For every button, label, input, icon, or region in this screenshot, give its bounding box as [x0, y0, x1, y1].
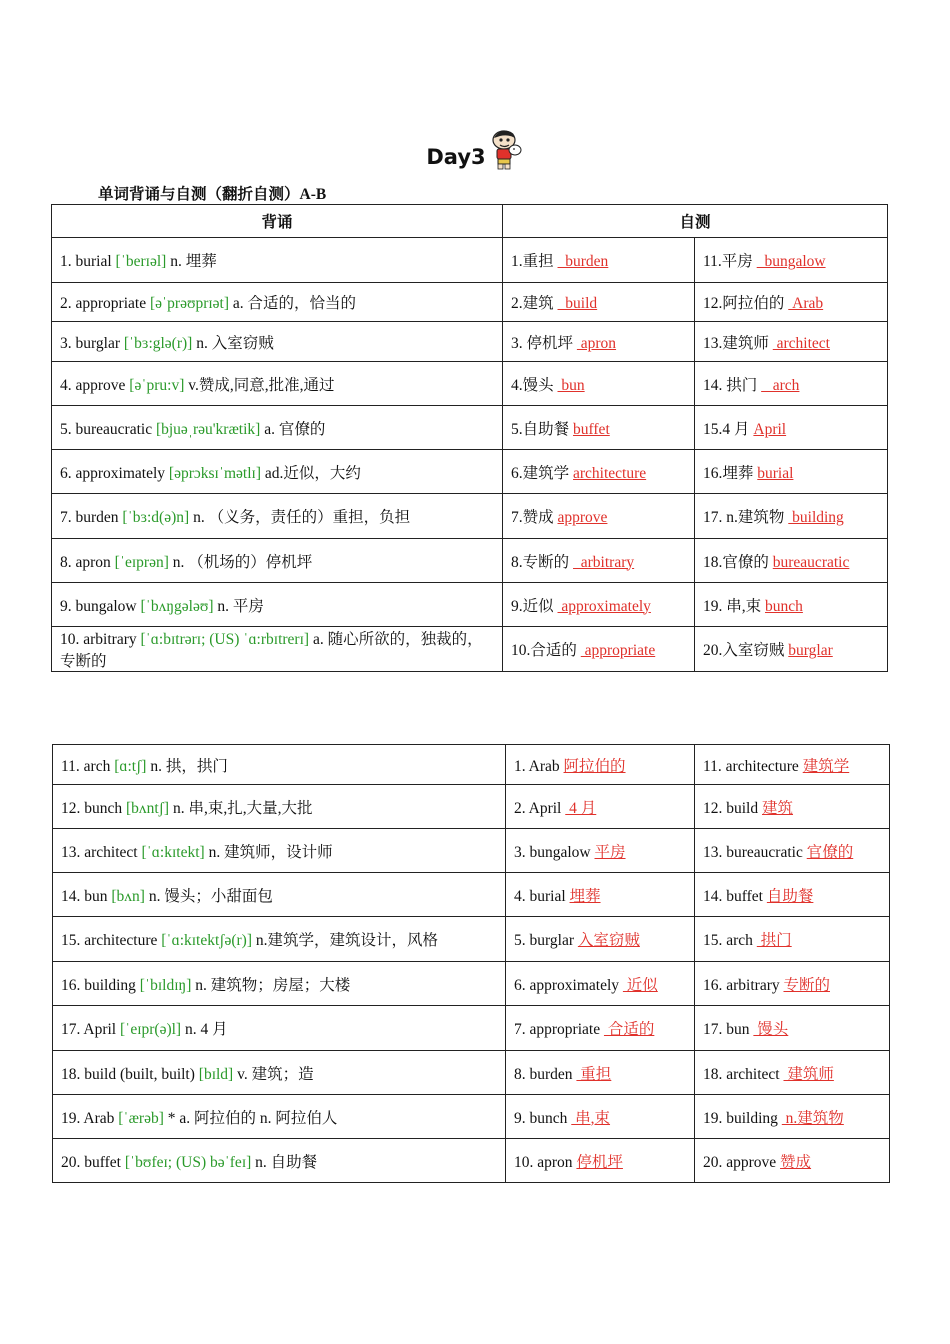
recite-cell	[52, 539, 503, 583]
word: 7. burden	[60, 509, 119, 526]
definition: a. 官僚的	[264, 420, 326, 438]
table-row	[52, 627, 888, 672]
answer: buffet	[573, 420, 610, 438]
phonetic: [əˈpru:v]	[129, 376, 185, 394]
phonetic: [ˈærəb]	[118, 1109, 164, 1127]
answer: 建筑学	[802, 757, 850, 775]
selftest-cell-right	[695, 745, 890, 785]
answer: bureaucratic	[772, 553, 850, 571]
recite-cell	[52, 322, 503, 362]
definition: * a. 阿拉伯的 n. 阿拉伯人	[167, 1109, 338, 1127]
table-row	[52, 283, 888, 322]
question: 7.赞成	[511, 509, 554, 526]
table-row	[53, 1139, 890, 1183]
selftest-cell-right	[695, 873, 890, 917]
table-row	[53, 873, 890, 917]
answer: arbitrary	[573, 553, 635, 571]
question: 1. Arab	[514, 757, 560, 775]
answer: burden	[557, 253, 609, 270]
question: 3. 停机坪	[511, 334, 574, 352]
question: 4. burial	[514, 887, 566, 905]
question: 13.建筑师	[703, 334, 769, 352]
selftest-cell-right	[695, 283, 888, 322]
definition: v.赞成,同意,批准,通过	[188, 376, 335, 394]
answer: approve	[557, 509, 608, 526]
page-title	[0, 128, 950, 175]
header-selftest: 自测	[503, 205, 888, 238]
selftest-cell-right	[695, 362, 888, 406]
definition: n.建筑学，建筑设计，风格	[255, 932, 439, 949]
answer: approximately	[557, 597, 651, 615]
definition: n. 拱，拱门	[150, 757, 228, 775]
answer: appropriate	[580, 642, 656, 659]
question: 15. arch	[703, 932, 753, 949]
word: 18. build (built, built)	[61, 1065, 195, 1083]
table-row	[52, 406, 888, 450]
question: 15.4 月	[703, 420, 750, 438]
recite-cell	[53, 1051, 506, 1095]
recite-cell	[53, 917, 506, 962]
selftest-cell-left	[506, 785, 695, 829]
table-row	[53, 1051, 890, 1095]
question: 8. burden	[514, 1065, 573, 1083]
phonetic: [əˈprəʊprɪət]	[149, 295, 230, 312]
selftest-cell-left	[506, 962, 695, 1006]
question: 18. architect	[703, 1065, 780, 1083]
table-row	[53, 829, 890, 873]
selftest-cell-left	[503, 583, 695, 627]
recite-cell	[53, 1139, 506, 1183]
definition: n. （机场的）停机坪	[172, 553, 313, 571]
recite-cell	[52, 362, 503, 406]
answer: burial	[757, 464, 794, 482]
question: 11.平房	[703, 253, 753, 270]
answer: 赞成	[780, 1153, 812, 1171]
answer: build	[557, 295, 598, 312]
question: 10.合适的	[511, 642, 577, 659]
answer: architect	[772, 334, 830, 352]
selftest-cell-left	[503, 238, 695, 283]
recite-cell	[53, 1006, 506, 1051]
table-row	[53, 1095, 890, 1139]
phonetic: [ˈeɪpr(ə)l]	[120, 1021, 182, 1038]
definition: n. （义务，责任的）重担，负担	[193, 509, 411, 526]
answer: 埋葬	[569, 887, 601, 905]
selftest-cell-left	[503, 627, 695, 672]
question: 11. architecture	[703, 757, 799, 775]
answer: 专断的	[783, 976, 830, 994]
question: 12.阿拉伯的	[703, 295, 785, 312]
recite-cell	[52, 450, 503, 494]
phonetic: [ˈbʌŋgələʊ]	[140, 597, 214, 615]
word: 20. buffet	[61, 1153, 121, 1171]
table-row	[53, 1006, 890, 1051]
definition: n. 建筑师，设计师	[208, 843, 333, 861]
word: 8. apron	[60, 553, 111, 571]
question: 10. apron	[514, 1153, 573, 1171]
definition: a. 随心所欲的，独裁的，专断的	[60, 631, 483, 670]
question: 14. 拱门	[703, 376, 758, 394]
phonetic: [ˈbʊfeɪ; (US) bəˈfeɪ]	[124, 1153, 252, 1171]
definition: n. 埋葬	[170, 253, 217, 270]
header-recite: 背诵	[52, 205, 503, 238]
word: 6. approximately	[60, 464, 166, 482]
answer: 近似	[622, 976, 658, 994]
recite-cell	[52, 494, 503, 539]
phonetic: [ˈɑ:kɪtekt]	[141, 843, 205, 861]
answer: 建筑	[762, 799, 794, 817]
question: 5. burglar	[514, 932, 574, 949]
question: 12. build	[703, 799, 759, 817]
question: 6.建筑学	[511, 464, 570, 482]
question: 19. 串,束	[703, 597, 762, 615]
answer: 拱门	[756, 932, 792, 949]
selftest-cell-right	[695, 1095, 890, 1139]
phonetic: [ˈeɪprən]	[114, 553, 169, 571]
selftest-cell-right	[695, 322, 888, 362]
question: 16.埋葬	[703, 464, 754, 482]
recite-cell	[52, 583, 503, 627]
answer: April	[753, 420, 787, 438]
word: 16. building	[61, 976, 136, 994]
table-row	[52, 322, 888, 362]
definition: n. 馒头；小甜面包	[148, 887, 273, 905]
recite-cell	[53, 873, 506, 917]
question: 5.自助餐	[511, 420, 570, 438]
phonetic: [ˈbɜ:d(ə)n]	[122, 509, 190, 526]
recite-cell	[52, 627, 503, 672]
word: 11. arch	[61, 757, 111, 775]
selftest-cell-right	[695, 829, 890, 873]
selftest-cell-right	[695, 539, 888, 583]
selftest-cell-left	[506, 1095, 695, 1139]
selftest-cell-left	[506, 917, 695, 962]
phonetic: [ˈberɪəl]	[115, 253, 167, 270]
answer: arch	[761, 376, 800, 394]
selftest-cell-right	[695, 917, 890, 962]
question: 3. bungalow	[514, 843, 591, 861]
selftest-cell-right	[695, 1006, 890, 1051]
answer: 阿拉伯的	[563, 757, 626, 775]
answer: 馒头	[753, 1021, 789, 1038]
section-subtitle: 单词背诵与自测（翻折自测）A-B	[98, 186, 327, 203]
recite-cell	[53, 785, 506, 829]
word: 15. architecture	[61, 932, 158, 949]
question: 14. buffet	[703, 887, 763, 905]
answer: 4 月	[565, 799, 597, 817]
answer: 合适的	[603, 1021, 655, 1038]
question: 7. appropriate	[514, 1021, 601, 1038]
definition: n. 入室窃贼	[196, 334, 274, 352]
selftest-cell-right	[695, 785, 890, 829]
selftest-cell-right	[695, 494, 888, 539]
table-row	[53, 745, 890, 785]
word: 4. approve	[60, 376, 126, 394]
cartoon-mascot-icon	[488, 128, 524, 175]
selftest-cell-left	[506, 1139, 695, 1183]
question: 2.建筑	[511, 295, 554, 312]
word: 1. burial	[60, 253, 112, 270]
question: 9.近似	[511, 597, 554, 615]
answer: building	[788, 509, 844, 526]
definition: n. 自助餐	[255, 1153, 318, 1171]
answer: bungalow	[756, 253, 826, 270]
recite-cell	[52, 406, 503, 450]
table-row	[52, 450, 888, 494]
question: 6. approximately	[514, 976, 620, 994]
question: 2. April	[514, 799, 562, 817]
definition: v. 建筑；造	[237, 1065, 314, 1083]
phonetic: [ɑ:tʃ]	[114, 757, 147, 775]
selftest-cell-right	[695, 583, 888, 627]
answer: 自助餐	[766, 887, 814, 905]
word: 3. burglar	[60, 334, 120, 352]
selftest-cell-left	[503, 283, 695, 322]
table-row	[52, 539, 888, 583]
phonetic: [bɪld]	[198, 1065, 234, 1083]
question: 19. building	[703, 1109, 778, 1127]
phonetic: [əprɔksɪˈmətlɪ]	[168, 464, 262, 482]
vocab-table-2	[52, 744, 890, 1183]
phonetic: [ˈɑ:bɪtrərɪ; (US) ˈɑ:rbɪtrerɪ]	[140, 631, 310, 648]
answer: 入室窃贼	[577, 932, 640, 949]
selftest-cell-left	[503, 539, 695, 583]
definition: ad.近似，大约	[264, 464, 361, 482]
answer: bun	[557, 376, 585, 394]
title-text: Day3	[426, 145, 486, 169]
word: 13. architect	[61, 843, 138, 861]
question: 17. bun	[703, 1021, 750, 1038]
selftest-cell-left	[503, 494, 695, 539]
question: 17. n.建筑物	[703, 509, 785, 526]
definition: n. 串,束,扎,大量,大批	[172, 799, 313, 817]
table-row	[53, 917, 890, 962]
answer: bunch	[765, 597, 803, 615]
question: 18.官僚的	[703, 553, 769, 571]
answer: apron	[576, 334, 617, 352]
selftest-cell-right	[695, 1139, 890, 1183]
question: 13. bureaucratic	[703, 843, 803, 861]
table-row	[53, 962, 890, 1006]
table-row	[52, 583, 888, 627]
table-row	[53, 785, 890, 829]
recite-cell	[52, 283, 503, 322]
word: 2. appropriate	[60, 295, 147, 312]
definition: a. 合适的，恰当的	[232, 295, 357, 312]
question: 20.入室窃贼	[703, 642, 785, 659]
recite-cell	[53, 1095, 506, 1139]
answer: 串,束	[571, 1109, 611, 1127]
selftest-cell-left	[506, 829, 695, 873]
selftest-cell-left	[506, 1006, 695, 1051]
phonetic: [ˈbɜ:glə(r)]	[123, 334, 193, 352]
definition: n. 建筑物；房屋；大楼	[195, 976, 351, 994]
answer: 官僚的	[806, 843, 854, 861]
word: 10. arbitrary	[60, 631, 137, 648]
phonetic: [bjuəˌrəu'krætik]	[155, 420, 261, 438]
answer: 停机坪	[576, 1153, 623, 1171]
phonetic: [bʌntʃ]	[126, 799, 170, 817]
selftest-cell-left	[506, 745, 695, 785]
word: 19. Arab	[61, 1109, 115, 1127]
recite-cell	[53, 745, 506, 785]
phonetic: [bʌn]	[111, 887, 145, 905]
answer: 平房	[594, 843, 626, 861]
selftest-cell-left	[503, 322, 695, 362]
selftest-cell-right	[695, 450, 888, 494]
selftest-cell-left	[506, 1051, 695, 1095]
word: 5. bureaucratic	[60, 420, 153, 438]
word: 14. bun	[61, 887, 108, 905]
answer: n.建筑物	[781, 1109, 844, 1127]
phonetic: [ˈbɪldɪŋ]	[139, 976, 192, 994]
question: 16. arbitrary	[703, 976, 780, 994]
answer: architecture	[573, 464, 647, 482]
word: 9. bungalow	[60, 597, 137, 615]
question: 4.馒头	[511, 376, 554, 394]
selftest-cell-right	[695, 1051, 890, 1095]
selftest-cell-right	[695, 627, 888, 672]
selftest-cell-right	[695, 406, 888, 450]
vocab-table-1	[51, 204, 888, 672]
selftest-cell-left	[506, 873, 695, 917]
answer: 重担	[576, 1065, 612, 1083]
answer: 建筑师	[783, 1065, 834, 1083]
question: 8.专断的	[511, 553, 570, 571]
selftest-cell-left	[503, 450, 695, 494]
selftest-cell-left	[503, 362, 695, 406]
table-row	[52, 238, 888, 283]
definition: n. 4 月	[184, 1021, 228, 1038]
table-row	[52, 362, 888, 406]
table-row	[52, 494, 888, 539]
definition: n. 平房	[217, 597, 264, 615]
question: 9. bunch	[514, 1109, 568, 1127]
phonetic: [ˈɑ:kɪtektʃə(r)]	[161, 932, 252, 949]
question: 1.重担	[511, 253, 554, 270]
word: 17. April	[61, 1021, 117, 1038]
word: 12. bunch	[61, 799, 123, 817]
recite-cell	[53, 829, 506, 873]
recite-cell	[52, 238, 503, 283]
recite-cell	[53, 962, 506, 1006]
answer: burglar	[788, 642, 833, 659]
selftest-cell-right	[695, 962, 890, 1006]
selftest-cell-left	[503, 406, 695, 450]
answer: Arab	[788, 295, 824, 312]
question: 20. approve	[703, 1153, 777, 1171]
selftest-cell-right	[695, 238, 888, 283]
